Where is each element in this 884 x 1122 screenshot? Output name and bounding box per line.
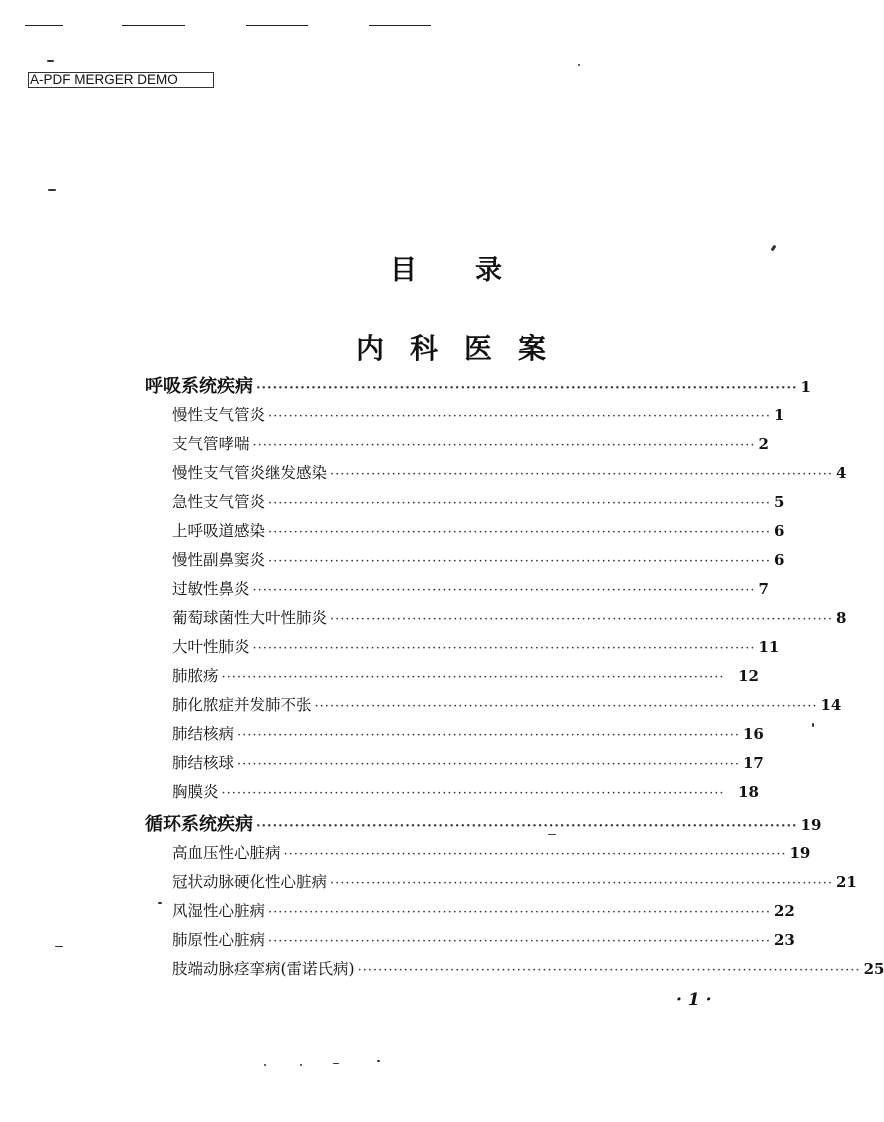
toc-entry-label: 过敏性鼻炎 [172,580,250,598]
toc-entry [172,841,811,871]
toc-entry-page: 5 [773,493,785,511]
toc-entry [172,957,884,987]
toc-entry [145,810,822,840]
toc-entry-page: 2 [758,435,769,453]
toc-entry-page: 17 [742,754,764,772]
toc-entry [172,548,785,578]
toc-entry [172,519,785,549]
toc-entry-label: 肺化脓症并发肺不张 [172,696,312,714]
toc-entry [172,577,769,607]
toc-entry-label: 高血压性心脏病 [172,844,281,862]
dot-leader: ·································································································· [357,963,861,978]
toc-entry-page: 6 [773,522,785,540]
dot-leader: ·································································································· [268,409,771,424]
dot-leader: ·································································································· [252,641,756,656]
toc-entry [172,606,847,636]
dot-leader: ·································································································· [237,757,740,772]
toc-entry-label: 慢性副鼻窦炎 [172,551,266,569]
scan-speck [264,1064,266,1066]
toc-entry [172,664,759,694]
toc-title: 目录 [390,255,560,286]
toc-entry [172,635,780,665]
scan-speck [48,189,56,191]
scan-speck [377,1060,380,1062]
header-rule-4 [369,25,431,26]
toc-entry-label: 肺结核病 [172,725,235,743]
toc-entry-label: 急性支气管炎 [172,493,266,511]
toc-entry-label: 肢端动脉痉挛病(雷诺氏病) [172,960,355,978]
scan-speck [333,1063,339,1064]
toc-entry [172,490,785,520]
scan-speck [771,245,777,252]
toc-entry-page: 19 [800,816,822,834]
dot-leader: ·································································································· [268,905,771,920]
page-number: · 1 · [676,990,712,1010]
dot-leader: ·································································································· [330,467,833,482]
toc-entry-label: 胸膜炎 [172,783,219,801]
scan-speck [578,64,580,66]
toc-entry-label: 大叶性肺炎 [172,638,250,656]
toc-entry [172,693,842,723]
toc-entry-label: 呼吸系统疾病 [145,376,253,397]
toc-entry-page: 8 [835,609,847,627]
dot-leader: ·································································································· [221,670,725,685]
toc-entry [172,461,847,491]
dot-leader: ·································································································· [268,496,771,511]
toc-entry-label: 循环系统疾病 [145,814,253,835]
dot-leader: ·································································································· [268,525,771,540]
dot-leader: ·································································································· [268,554,771,569]
dot-leader: ·································································································· [237,728,740,743]
dot-leader: ·································································································· [256,819,798,834]
toc-entry-page: 1 [800,378,811,396]
dot-leader: ·································································································· [252,583,756,598]
scan-speck [300,1064,302,1066]
toc-entry [172,899,795,929]
toc-entry-label: 肺原性心脏病 [172,931,266,949]
toc-entry-label: 肺脓疡 [172,667,219,685]
toc-entry-page: 23 [773,931,795,949]
dot-leader: ·································································································· [283,847,787,862]
toc-entry-page: 21 [835,873,857,891]
header-rule-2 [122,25,185,26]
toc-entry-page: 4 [835,464,847,482]
toc-entry [172,403,785,433]
header-rule-1 [25,25,63,26]
toc-entry [172,928,795,958]
toc-entry-label: 慢性支气管炎 [172,406,266,424]
dot-leader: ·································································································· [314,699,818,714]
dot-leader: ·································································································· [256,381,798,396]
header-rule-3 [246,25,308,26]
toc-entry [172,751,764,781]
toc-entry-page: 18 [738,783,759,801]
toc-entry-label: 葡萄球菌性大叶性肺炎 [172,609,328,627]
scan-speck [47,60,54,62]
toc-entry [172,870,857,900]
dot-leader: ·································································································· [252,438,756,453]
toc-entry [172,780,759,810]
scan-speck [812,723,814,727]
section-title: 内科医案 [356,332,573,365]
scan-speck [158,902,162,904]
watermark-label: A-PDF MERGER DEMO [28,72,214,88]
toc-entry [172,722,764,752]
toc-entry [145,372,811,402]
toc-entry-label: 慢性支气管炎继发感染 [172,464,328,482]
toc-entry-page: 7 [758,580,769,598]
toc-entry-label: 风湿性心脏病 [172,902,266,920]
toc-entry-page: 22 [773,902,795,920]
toc-entry-page: 16 [742,725,764,743]
toc-entry-page: 11 [758,638,780,656]
toc-entry-label: 支气管哮喘 [172,435,250,453]
toc-entry-label: 上呼吸道感染 [172,522,266,540]
toc-entry [172,432,769,462]
toc-entry-page: 6 [773,551,785,569]
toc-entry-page: 25 [863,960,884,978]
toc-entry-page: 1 [773,406,785,424]
toc-entry-label: 肺结核球 [172,754,235,772]
toc-entry-label: 冠状动脉硬化性心脏病 [172,873,328,891]
scan-speck [55,946,63,947]
dot-leader: ·································································································· [221,786,725,801]
toc-entry-page: 12 [738,667,759,685]
dot-leader: ·································································································· [330,612,833,627]
toc-entry-page: 19 [789,844,811,862]
dot-leader: ·································································································· [330,876,833,891]
toc-entry-page: 14 [820,696,842,714]
dot-leader: ·································································································· [268,934,771,949]
